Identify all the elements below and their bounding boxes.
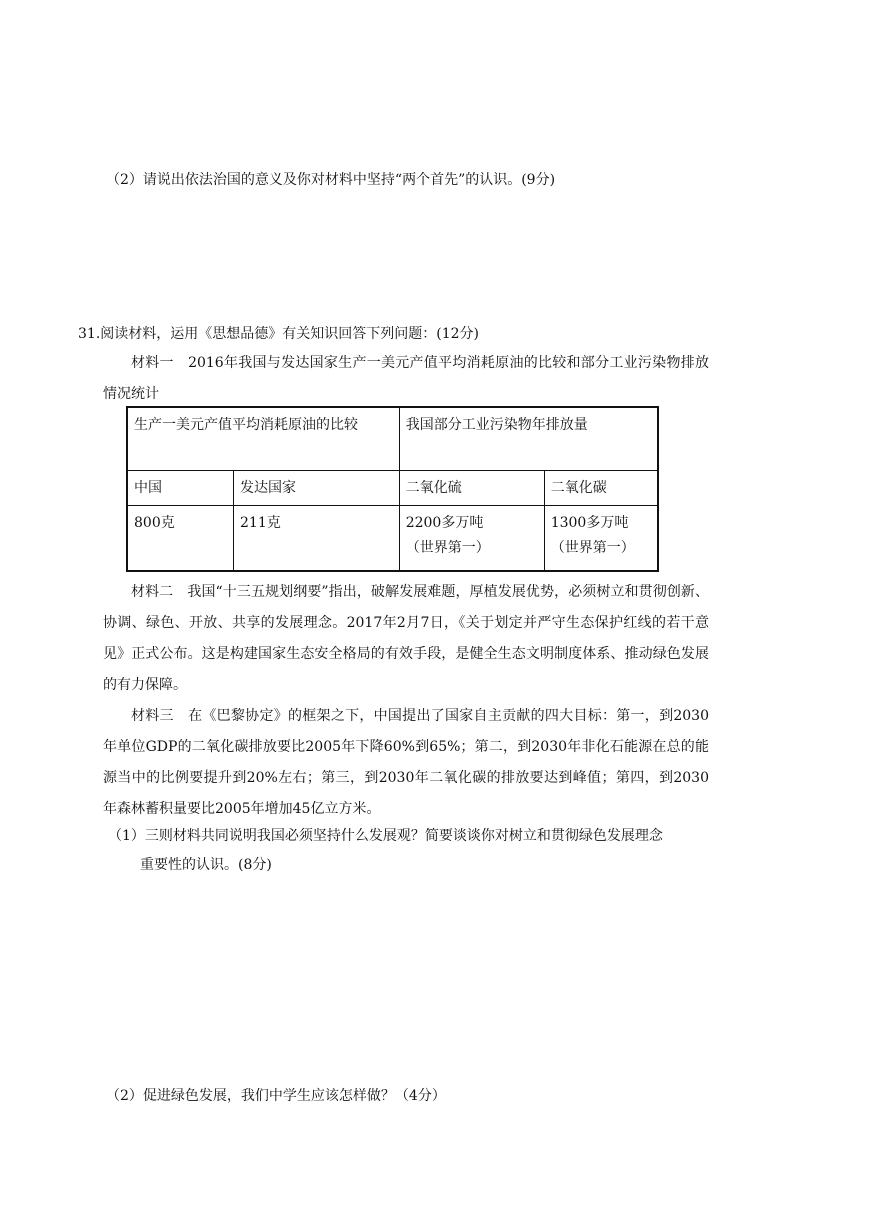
question-31-part-1-line-2: 重要性的认识。(8分) (140, 857, 272, 873)
data-table (126, 406, 659, 572)
table-header-left: 生产一美元产值平均消耗原油的比较 (127, 407, 399, 471)
table-val-developed: 211克 (234, 506, 400, 572)
material-2: 材料二 我国“十三五规划纲要”指出，破解发展难题，厚植发展优势，必须树立和贯彻创新、协调、绿色、开放、共享的发展理念。2017年2月7日，《关于划定并严守生态保护红线的若干意见》正式公布。这是构建国家生态安全格局的有效手段，是健全生态文明制度体系、推动绿色发展的有力保障。 (103, 584, 709, 693)
table-val-co2 (544, 506, 658, 572)
question-31-stem: 31.阅读材料，运用《思想品德》有关知识回答下列问题：(12分) (78, 326, 480, 342)
question-31-part-2: （2）促进绿色发展，我们中学生应该怎样做？（4分） (106, 1088, 446, 1104)
question-31-part-1-line-1: （1）三则材料共同说明我国必须坚持什么发展观？简要谈谈你对树立和贯彻绿色发展理念 (108, 828, 663, 844)
table-val-so2 (399, 506, 544, 572)
table-val-so2-amount: 2200多万吨 (405, 515, 484, 531)
table-val-co2-note: （世界第一） (550, 540, 635, 556)
table-row (127, 506, 658, 572)
table-col-co2: 二氧化碳 (544, 471, 658, 506)
table-col-so2: 二氧化硫 (399, 471, 544, 506)
material-1: 材料一 2016年我国与发达国家生产一美元产值平均消耗原油的比较和部分工业污染物排放情况统计 (103, 355, 709, 402)
question-30-part-2: （2）请说出依法治国的意义及你对材料中坚持“两个首先”的认识。(9分) (106, 172, 556, 188)
table-col-developed: 发达国家 (234, 471, 400, 506)
table-header-row (127, 407, 658, 471)
table-val-co2-amount: 1300多万吨 (550, 515, 629, 531)
table-val-china: 800克 (127, 506, 234, 572)
table-col-china: 中国 (127, 471, 234, 506)
table-row (127, 471, 658, 506)
table-val-so2-note: （世界第一） (405, 540, 490, 556)
table-header-right: 我国部分工业污染物年排放量 (399, 407, 658, 471)
material-3: 材料三 在《巴黎协定》的框架之下，中国提出了国家自主贡献的四大目标：第一，到2030年单位GDP的二氧化碳排放要比2005年下降60%到65%；第二，到2030年非化石能源在总的能源当中的比例要提升到20%左右；第三，到2030年二氧化碳的排放要达到峰值；第四，到2030年森林蓄积量要比2005年增加45亿立方米。 (103, 708, 709, 817)
